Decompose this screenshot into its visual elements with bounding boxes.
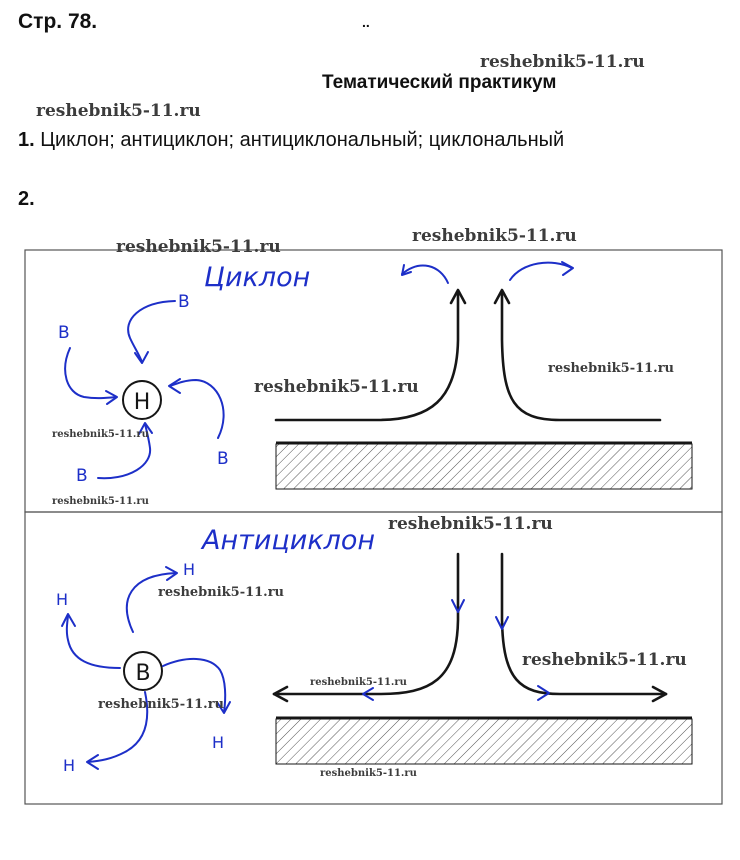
anticyclone-ground-hatch <box>276 719 692 764</box>
watermark: reshebnik5-11.ru <box>388 514 553 534</box>
header-dots: .. <box>362 14 370 30</box>
watermark: reshebnik5-11.ru <box>320 768 417 779</box>
watermark: reshebnik5-11.ru <box>52 496 149 507</box>
watermark: reshebnik5-11.ru <box>36 101 201 121</box>
watermark: reshebnik5-11.ru <box>158 585 285 600</box>
cyclone-rising-air-left <box>276 292 458 420</box>
section-title: Тематический практикум <box>322 72 557 93</box>
watermark: reshebnik5-11.ru <box>522 650 687 670</box>
cyclone-ground-hatch <box>276 444 692 489</box>
cyclone-wind-label-bottom: В <box>76 466 88 486</box>
anticyclone-wind-label-bottom: Н <box>63 756 76 775</box>
cyclone-rising-air-right <box>502 292 660 420</box>
page-number: Стр. 78. <box>18 10 98 33</box>
cyclone-center-label: Н <box>133 390 151 415</box>
watermark: reshebnik5-11.ru <box>480 52 645 72</box>
watermark: reshebnik5-11.ru <box>98 697 225 712</box>
cyclone-wind-arrowhead-top <box>135 352 148 363</box>
cyclone-wind-arrow-right <box>170 380 224 438</box>
cyclone-wind-arrow-left <box>65 348 116 398</box>
cyclone-wind-label-left: В <box>58 323 70 343</box>
anticyclone-wind-label-left: Н <box>56 590 69 609</box>
anticyclone-wind-label-top: Н <box>183 560 196 579</box>
cyclone-outflow-right <box>510 263 572 280</box>
anticyclone-descending-air-left <box>274 554 458 694</box>
cyclone-outflow-right-arrowhead <box>562 262 573 275</box>
watermark: reshebnik5-11.ru <box>548 361 675 376</box>
watermark: reshebnik5-11.ru <box>254 377 419 397</box>
watermark: reshebnik5-11.ru <box>412 226 577 246</box>
anticyclone-wind-label-right: Н <box>212 733 225 752</box>
cyclone-wind-arrowhead-right <box>169 379 180 393</box>
anticyclone-descending-air-right <box>502 554 666 694</box>
question-1-answer: Циклон; антициклон; антициклональный; циклональный <box>40 129 565 151</box>
anticyclone-wind-arrow-top <box>127 573 176 632</box>
cyclone-wind-label-top: В <box>178 292 190 312</box>
watermark: reshebnik5-11.ru <box>52 429 149 440</box>
anticyclone-title: Антициклон <box>202 525 376 556</box>
question-1-number: 1. <box>18 129 35 151</box>
cyclone-outflow-left <box>402 265 448 283</box>
question-2-number: 2. <box>18 188 35 210</box>
cyclone-wind-label-right: В <box>217 449 229 469</box>
watermark: reshebnik5-11.ru <box>310 677 407 688</box>
cyclone-title: Циклон <box>204 262 311 293</box>
anticyclone-center-label: В <box>135 661 151 686</box>
watermark: reshebnik5-11.ru <box>116 237 281 257</box>
